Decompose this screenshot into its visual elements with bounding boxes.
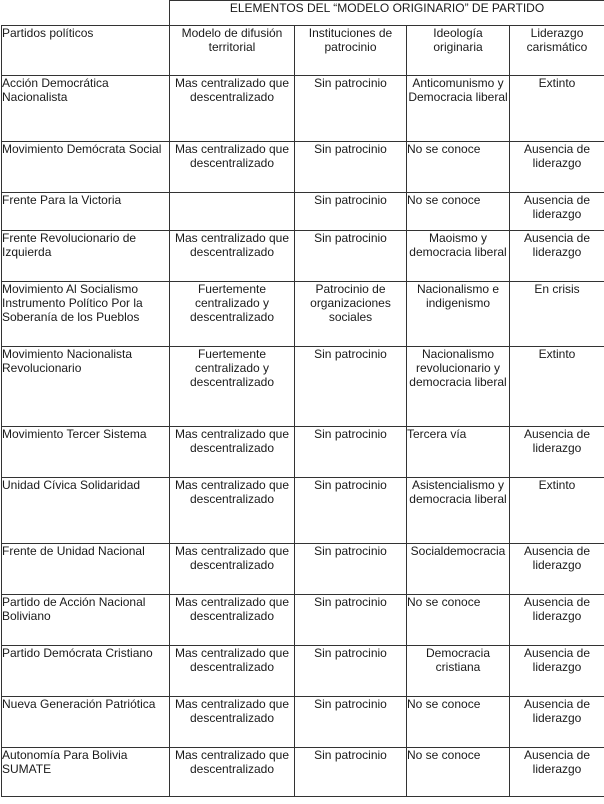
ideology-value: Asistencialismo y democracia liberal xyxy=(409,478,507,506)
ideology-value: No se conoce xyxy=(407,142,481,156)
party-name: Partido de Acción Nacional Boliviano xyxy=(2,595,146,623)
model-value: Mas centralizado que descentralizado xyxy=(174,544,290,572)
leadership-value: Ausencia de liderazgo xyxy=(523,193,591,221)
table-row xyxy=(2,193,604,231)
ideology-value: No se conoce xyxy=(407,193,481,207)
ideology-column-header: Ideología originaria xyxy=(407,26,510,76)
table-row xyxy=(2,282,604,347)
institutions-value: Sin patrocinio xyxy=(314,142,387,156)
leadership-value: Ausencia de liderazgo xyxy=(523,697,591,725)
institutions-value: Sin patrocinio xyxy=(314,427,387,441)
party-name: Frente de Unidad Nacional xyxy=(2,544,145,558)
party-name: Movimiento Tercer Sistema xyxy=(2,427,147,441)
institutions-value: Sin patrocinio xyxy=(314,748,387,762)
table-row xyxy=(2,697,604,748)
ideology-value: Nacionalismo e indigenismo xyxy=(416,282,500,310)
institutions-value: Sin patrocinio xyxy=(314,595,387,609)
model-value xyxy=(170,193,294,225)
institutions-value: Patrocinio de organizaciones sociales xyxy=(310,282,391,324)
leadership-value: Ausencia de liderazgo xyxy=(523,231,591,259)
party-name: Partido Demócrata Cristiano xyxy=(2,646,153,660)
institutions-value: Sin patrocinio xyxy=(314,231,387,245)
table-row xyxy=(2,544,604,595)
super-header: ELEMENTOS DEL “MODELO ORIGINARIO” DE PARTIDO xyxy=(170,1,604,26)
party-name: Acción Democrática Nacionalista xyxy=(2,76,109,104)
table-row xyxy=(2,231,604,282)
party-name: Unidad Cívica Solidaridad xyxy=(2,478,141,492)
party-name: Frente Para la Victoria xyxy=(2,193,122,207)
ideology-value: Maoismo y democracia liberal xyxy=(409,231,507,259)
table-row xyxy=(2,646,604,697)
ideology-value: Nacionalismo revolucionario y democracia liberal xyxy=(409,347,507,389)
institutions-value: Sin patrocinio xyxy=(314,347,387,361)
model-value: Fuertemente centralizado y descentralizado xyxy=(189,282,275,324)
party-name: Autonomía Para Bolivia SUMATE xyxy=(2,748,128,776)
leadership-value: Ausencia de liderazgo xyxy=(523,427,591,455)
institutions-column-header: Instituciones de patrocinio xyxy=(295,26,407,76)
blank-corner-cell xyxy=(2,1,170,26)
table-row xyxy=(2,748,604,797)
leadership-column-header: Liderazgo carismático xyxy=(510,26,604,76)
leadership-value: Ausencia de liderazgo xyxy=(523,544,591,572)
table-row xyxy=(2,347,604,427)
model-value: Mas centralizado que descentralizado xyxy=(174,697,290,725)
ideology-value: No se conoce xyxy=(407,697,481,711)
model-value: Mas centralizado que descentralizado xyxy=(174,142,290,170)
institutions-value: Sin patrocinio xyxy=(314,697,387,711)
leadership-value: Extinto xyxy=(538,478,576,492)
party-name: Movimiento Demócrata Social xyxy=(2,142,162,156)
model-value: Mas centralizado que descentralizado xyxy=(174,748,290,776)
party-name: Movimiento Nacionalista Revolucionario xyxy=(2,347,133,375)
institutions-value: Sin patrocinio xyxy=(314,544,387,558)
model-value: Mas centralizado que descentralizado xyxy=(174,595,290,623)
ideology-value: Democracia cristiana xyxy=(425,646,491,674)
leadership-value: Ausencia de liderazgo xyxy=(523,142,591,170)
model-value: Mas centralizado que descentralizado xyxy=(174,478,290,506)
model-value: Mas centralizado que descentralizado xyxy=(174,231,290,259)
table-row xyxy=(2,427,604,478)
leadership-value: En crisis xyxy=(534,282,580,296)
institutions-value: Sin patrocinio xyxy=(314,193,387,207)
party-name: Movimiento Al Socialismo Instrumento Político Por la Soberanía de los Pueblos xyxy=(2,282,143,324)
model-value: Mas centralizado que descentralizado xyxy=(174,427,290,455)
institutions-value: Sin patrocinio xyxy=(314,478,387,492)
party-elements-table xyxy=(1,0,604,797)
institutions-value: Sin patrocinio xyxy=(314,76,387,90)
party-name: Frente Revolucionario de Izquierda xyxy=(2,231,137,259)
institutions-value: Sin patrocinio xyxy=(314,646,387,660)
table-row xyxy=(2,478,604,544)
model-value: Mas centralizado que descentralizado xyxy=(174,646,290,674)
party-name: Nueva Generación Patriótica xyxy=(2,697,156,711)
leadership-value: Ausencia de liderazgo xyxy=(523,646,591,674)
table-row xyxy=(2,595,604,646)
model-value: Fuertemente centralizado y descentralizado xyxy=(189,347,275,389)
model-value: Mas centralizado que descentralizado xyxy=(174,76,290,104)
ideology-value: No se conoce xyxy=(407,595,481,609)
ideology-value: No se conoce xyxy=(407,748,481,762)
model-column-header: Modelo de difusión territorial xyxy=(170,26,295,76)
ideology-value: Anticomunismo y Democracia liberal xyxy=(408,76,508,104)
ideology-value: Socialdemocracia xyxy=(410,544,506,558)
leadership-value: Ausencia de liderazgo xyxy=(523,748,591,776)
leadership-value: Ausencia de liderazgo xyxy=(523,595,591,623)
leadership-value: Extinto xyxy=(538,347,576,361)
leadership-value: Extinto xyxy=(538,76,576,90)
table-row xyxy=(2,76,604,142)
ideology-value: Tercera vía xyxy=(407,427,467,441)
party-column-header: Partidos políticos xyxy=(2,26,170,76)
table-row xyxy=(2,142,604,193)
